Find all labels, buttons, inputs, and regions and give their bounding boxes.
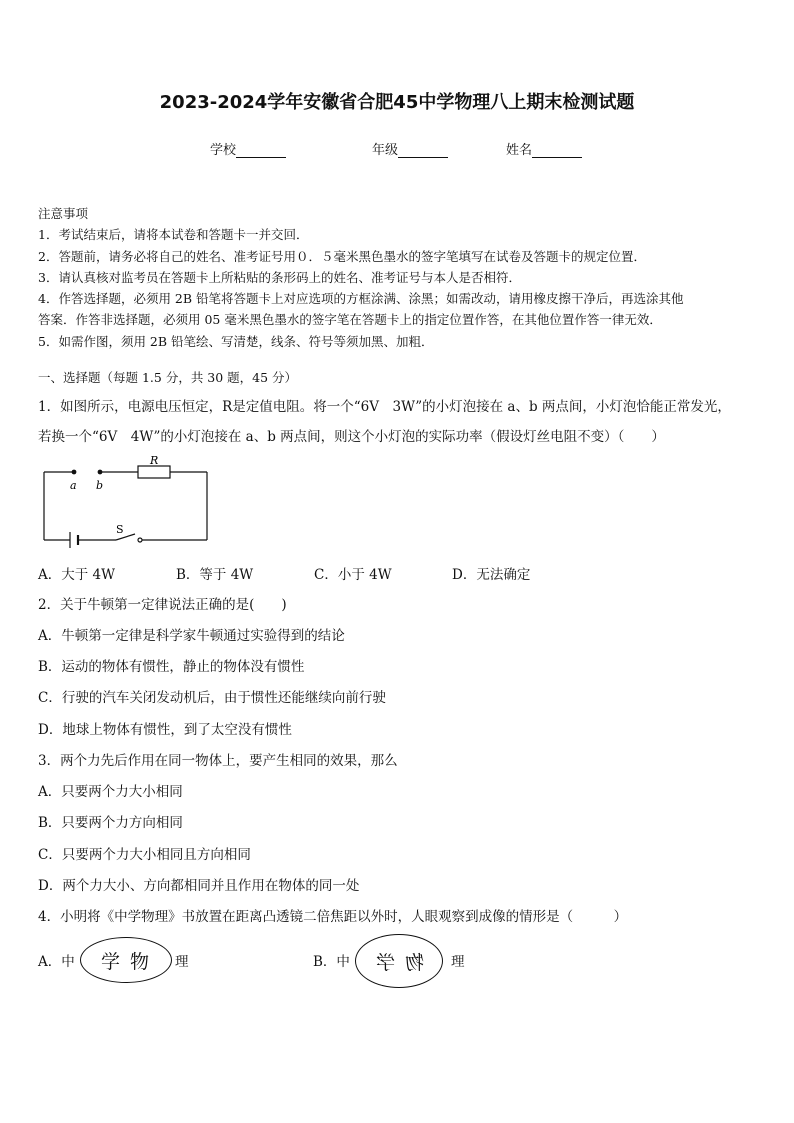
- terminal-b-dot: [98, 470, 103, 475]
- q3-stem: 3．两个力先后作用在同一物体上，要产生相同的效果，那么: [38, 753, 398, 769]
- note-item: 3．请认真核对监考员在答题卡上所粘贴的条形码上的姓名、准考证号与本人是否相符．: [38, 269, 521, 285]
- q1-option-a[interactable]: A．大于 4W: [38, 567, 116, 583]
- school-field: [210, 139, 286, 158]
- q4-option-a-tail: 理: [175, 954, 189, 970]
- page-title: 2023-2024学年安徽省合肥45中学物理八上期末检测试题: [159, 92, 635, 113]
- q1-option-d[interactable]: D．无法确定: [452, 567, 531, 583]
- lens-image-ellipse: [355, 934, 443, 988]
- q4-option-b[interactable]: [313, 932, 493, 988]
- q2-stem: 2．关于牛顿第一定律说法正确的是( ): [38, 597, 287, 613]
- q2-option-c[interactable]: C．行驶的汽车关闭发动机后，由于惯性还能继续向前行驶: [38, 690, 386, 706]
- name-label: 姓名: [506, 143, 533, 158]
- switch-label: S: [116, 523, 124, 536]
- school-blank[interactable]: [236, 143, 286, 158]
- terminal-a-label: a: [70, 479, 77, 492]
- notes-heading: 注意事项: [38, 206, 89, 221]
- section-heading: 一、选择题（每题 1.5 分，共 30 题，45 分）: [38, 370, 298, 385]
- q2-option-d[interactable]: D．地球上物体有惯性，到了太空没有惯性: [38, 722, 292, 738]
- q1-option-b[interactable]: B．等于 4W: [176, 567, 254, 583]
- q3-option-a[interactable]: A．只要两个力大小相同: [38, 784, 183, 800]
- terminal-a-dot: [72, 470, 77, 475]
- note-item: 答案．作答非选择题，必须用 05 毫米黑色墨水的签字笔在答题卡上的指定位置作答，在其他位置作答一律无效．: [38, 312, 662, 328]
- q3-option-c[interactable]: C．只要两个力大小相同且方向相同: [38, 847, 251, 863]
- note-item: 2．答题前，请务必将自己的姓名、准考证号用０．５毫米黑色墨水的签字笔填写在试卷及答题卡的规定位置．: [38, 248, 646, 264]
- q4-option-b-tail: 理: [451, 954, 465, 970]
- note-item: 4．作答选择题，必须用 2B 铅笔将答题卡上对应选项的方框涂满、涂黑；如需改动，请用橡皮擦干净后，再选涂其他: [38, 291, 684, 307]
- q2-option-a[interactable]: A．牛顿第一定律是科学家牛顿通过实验得到的结论: [38, 628, 345, 644]
- switch-contact: [138, 538, 142, 542]
- q1-option-c[interactable]: C．小于 4W: [314, 567, 392, 583]
- q1-stem-line1: 1．如图所示，电源电压恒定，R是定值电阻。将一个“6V 3W”的小灯泡接在 a、b 两点间，小灯泡恰能正常发光，: [38, 399, 731, 415]
- q2-option-b[interactable]: B．运动的物体有惯性，静止的物体没有惯性: [38, 659, 305, 675]
- lens-image-text: 物 学: [373, 951, 425, 974]
- q4-option-a[interactable]: [38, 935, 218, 985]
- note-item: 5．如需作图，须用 2B 铅笔绘、写清楚，线条、符号等须加黑、加粗．: [38, 333, 434, 349]
- q3-option-b[interactable]: B．只要两个力方向相同: [38, 815, 183, 831]
- grade-label: 年级: [372, 143, 399, 158]
- school-label: 学校: [210, 143, 237, 158]
- q4-option-b-label: B．中: [313, 954, 350, 970]
- lens-image-text: 学 物: [100, 950, 152, 973]
- terminal-b-label: b: [96, 479, 104, 492]
- note-item: 1．考试结束后，请将本试卷和答题卡一并交回．: [38, 227, 309, 243]
- q3-option-d[interactable]: D．两个力大小、方向都相同并且作用在物体的同一处: [38, 878, 360, 894]
- q1-circuit-diagram: [38, 455, 218, 550]
- notes-section: [38, 203, 768, 352]
- lens-image-ellipse: [80, 937, 172, 983]
- q1-stem-line2: 若换一个“6V 4W”的小灯泡接在 a、b 两点间，则这个小灯泡的实际功率（假设灯丝电阻不变）（ ）: [38, 429, 665, 445]
- q4-stem: 4．小明将《中学物理》书放置在距离凸透镜二倍焦距以外时，人眼观察到成像的情形是（ ）: [38, 909, 628, 925]
- name-blank[interactable]: [532, 143, 582, 158]
- grade-field: [372, 139, 448, 158]
- grade-blank[interactable]: [398, 143, 448, 158]
- name-field: [506, 139, 582, 158]
- resistor-label: R: [150, 455, 159, 467]
- q4-option-a-label: A．中: [38, 954, 75, 970]
- resistor-symbol: [138, 466, 170, 478]
